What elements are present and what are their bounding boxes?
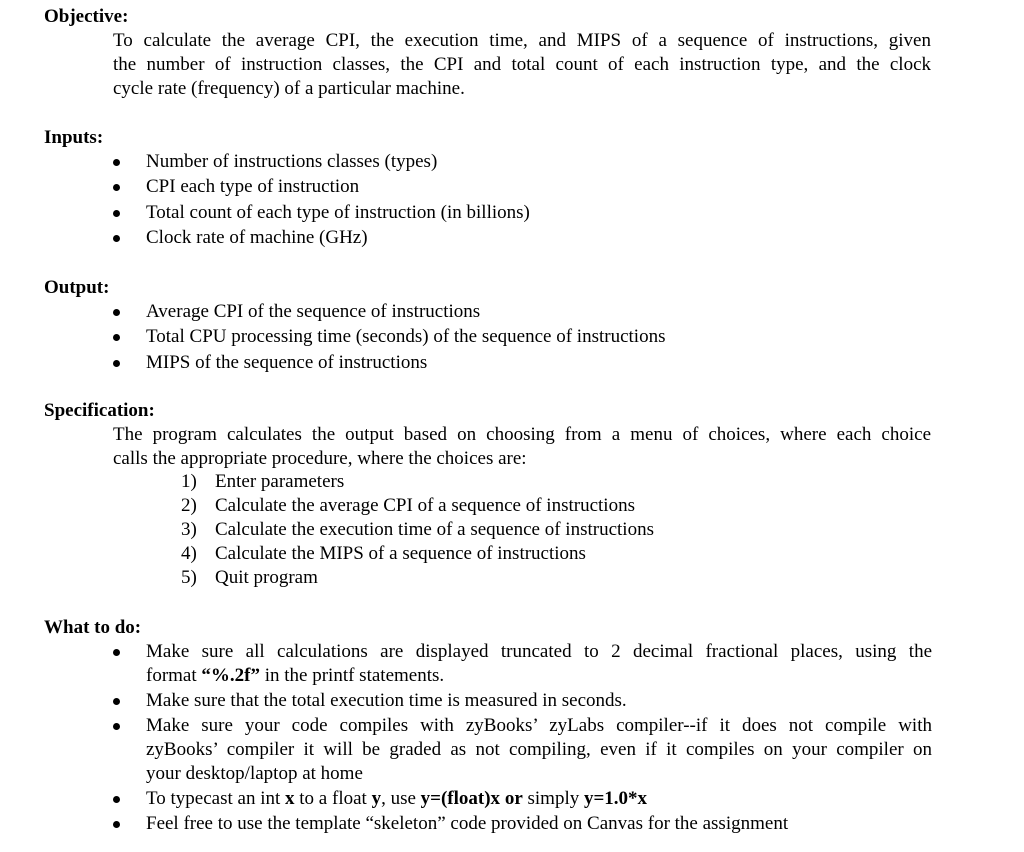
bullet-icon bbox=[113, 159, 120, 166]
inputs-list bbox=[0, 150, 932, 251]
typecast-var-x: x bbox=[285, 788, 295, 809]
objective-line-2: the number of instruction classes, the CPI and total count of each instruction type, and the clock bbox=[113, 54, 931, 75]
list-item bbox=[0, 150, 932, 175]
list-item bbox=[0, 175, 932, 201]
menu-choice-text: Quit program bbox=[215, 567, 318, 588]
typecast-text-2: to a float bbox=[294, 788, 372, 809]
bullet-icon bbox=[113, 698, 120, 705]
menu-choice-number: 4) bbox=[181, 543, 197, 564]
objective-line-1: To calculate the average CPI, the execution time, and MIPS of a sequence of instructions, given bbox=[113, 30, 931, 51]
list-item bbox=[0, 300, 932, 325]
list-item bbox=[0, 812, 932, 837]
objective-heading: Objective: bbox=[44, 6, 129, 27]
typecast-var-y: y bbox=[371, 788, 382, 809]
todo-item-1-format-prefix: format bbox=[146, 665, 202, 686]
list-item-text: Feel free to use the template “skeleton” code provided on Canvas for the assignment bbox=[146, 813, 789, 834]
todo-item-3-line-2: zyBooks’ compiler it will be graded as not compiling, even if it compiles on your compiler on bbox=[146, 739, 932, 760]
list-item-text bbox=[146, 714, 932, 786]
format-specifier: “%.2f” bbox=[201, 665, 260, 686]
menu-choice-number: 5) bbox=[181, 567, 197, 588]
typecast-code-1: y=(float)x bbox=[420, 788, 501, 809]
objective-paragraph bbox=[113, 29, 931, 101]
menu-choice-number: 3) bbox=[181, 519, 197, 540]
menu-choice-number: 1) bbox=[181, 471, 197, 492]
specification-paragraph bbox=[113, 423, 931, 471]
bullet-icon bbox=[113, 210, 120, 217]
todo-list bbox=[0, 640, 932, 837]
todo-heading: What to do: bbox=[44, 617, 142, 638]
typecast-code-2: y=1.0*x bbox=[583, 788, 648, 809]
bullet-icon bbox=[113, 360, 120, 367]
bullet-icon bbox=[113, 334, 120, 341]
bullet-icon bbox=[113, 796, 120, 803]
list-item bbox=[0, 226, 932, 251]
list-item-text: Make sure that the total execution time is measured in seconds. bbox=[146, 690, 627, 711]
menu-choice-number: 2) bbox=[181, 495, 197, 516]
typecast-text-4: simply bbox=[522, 788, 584, 809]
list-item bbox=[0, 325, 932, 351]
output-heading: Output: bbox=[44, 277, 110, 298]
bullet-icon bbox=[113, 235, 120, 242]
objective-line-3: cycle rate (frequency) of a particular machine. bbox=[113, 78, 465, 99]
menu-choice-text: Enter parameters bbox=[215, 471, 345, 492]
typecast-text-3: , use bbox=[381, 788, 421, 809]
list-item bbox=[0, 714, 932, 787]
list-item-text: Total CPU processing time (seconds) of the sequence of instructions bbox=[146, 326, 666, 347]
inputs-heading: Inputs: bbox=[44, 127, 104, 148]
bullet-icon bbox=[113, 649, 120, 656]
todo-item-1-line-2 bbox=[146, 664, 932, 688]
list-item-text: CPI each type of instruction bbox=[146, 176, 360, 197]
todo-item-1-format-suffix: in the printf statements. bbox=[259, 665, 445, 686]
list-item-text: Number of instructions classes (types) bbox=[146, 151, 438, 172]
todo-item-3-line-1: Make sure your code compiles with zyBooks’ zyLabs compiler--if it does not compile with bbox=[146, 715, 932, 736]
list-item bbox=[0, 689, 932, 714]
menu-choice-text: Calculate the average CPI of a sequence of instructions bbox=[215, 495, 635, 516]
list-item-text bbox=[146, 640, 932, 688]
list-item-text: Clock rate of machine (GHz) bbox=[146, 227, 368, 248]
typecast-or: or bbox=[500, 788, 523, 809]
list-item-text: Average CPI of the sequence of instructions bbox=[146, 301, 481, 322]
list-item-text: MIPS of the sequence of instructions bbox=[146, 352, 428, 373]
list-item-text bbox=[146, 787, 932, 811]
specification-heading: Specification: bbox=[44, 400, 155, 421]
list-item bbox=[0, 351, 932, 376]
specification-line-1: The program calculates the output based on choosing from a menu of choices, where each choice bbox=[113, 424, 931, 445]
list-item bbox=[0, 787, 932, 812]
output-list bbox=[0, 300, 932, 376]
list-item-text: Total count of each type of instruction (in billions) bbox=[146, 202, 530, 223]
specification-line-2: calls the appropriate procedure, where the choices are: bbox=[113, 448, 527, 469]
menu-choice-text: Calculate the MIPS of a sequence of instructions bbox=[215, 543, 586, 564]
bullet-icon bbox=[113, 309, 120, 316]
bullet-icon bbox=[113, 184, 120, 191]
bullet-icon bbox=[113, 723, 120, 730]
menu-choice-text: Calculate the execution time of a sequence of instructions bbox=[215, 519, 654, 540]
todo-item-1-line-1: Make sure all calculations are displayed truncated to 2 decimal fractional places, using the bbox=[146, 641, 932, 662]
typecast-text-1: To typecast an int bbox=[146, 788, 286, 809]
list-item bbox=[0, 640, 932, 689]
todo-item-3-line-3: your desktop/laptop at home bbox=[146, 763, 363, 784]
bullet-icon bbox=[113, 821, 120, 828]
list-item bbox=[0, 201, 932, 226]
